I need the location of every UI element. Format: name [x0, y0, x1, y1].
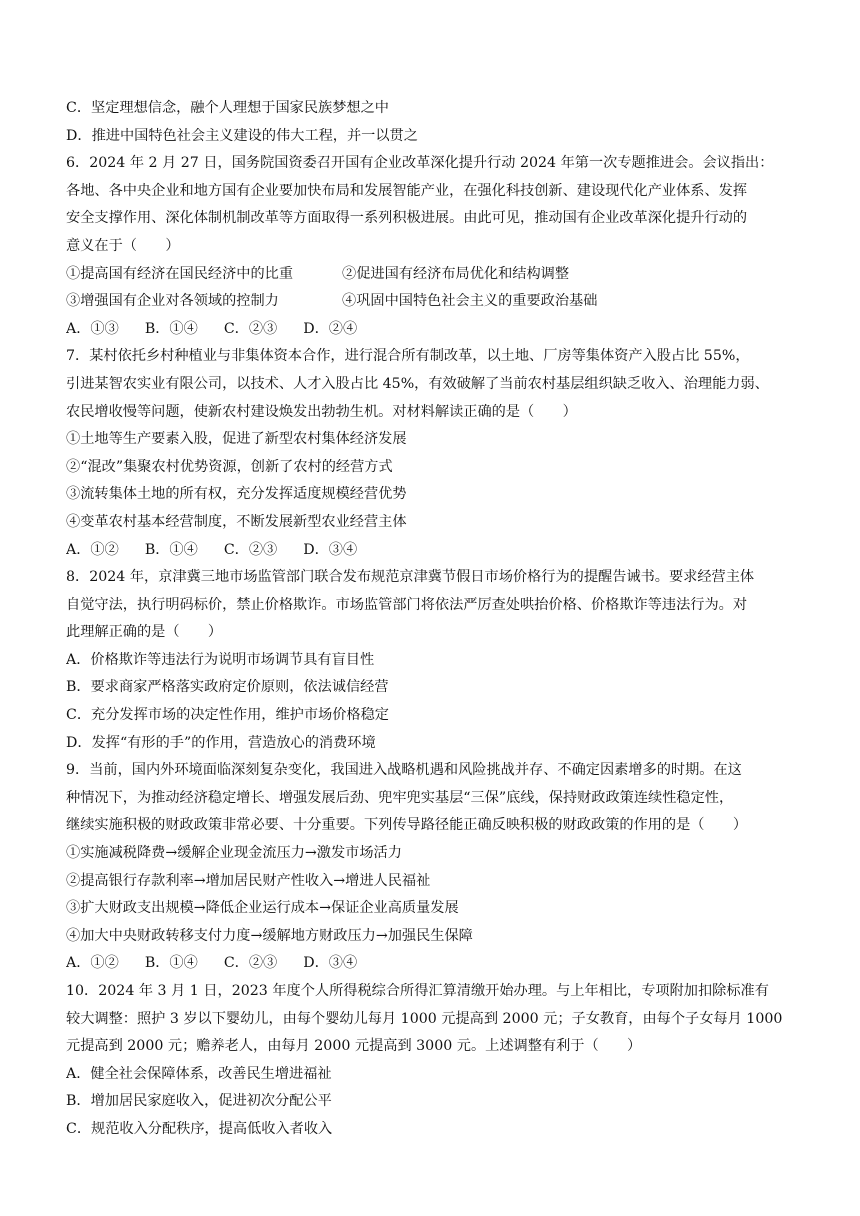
q9-statement-1: ①实施减税降费→缓解企业现金流压力→激发市场活力 — [66, 845, 402, 862]
q7-stem-line: 7．某村依托乡村种植业与非集体资本合作，进行混合所有制改革，以土地、厂房等集体资产入股占比 55%， — [66, 348, 750, 365]
q10-stem-line: 10．2024 年 3 月 1 日，2023 年度个人所得税综合所得汇算清缴开始办理。与上年相比，专项附加扣除标准有 — [66, 983, 769, 999]
q9-statement-2: ②提高银行存款利率→增加居民财产性收入→增进人民福祉 — [66, 872, 431, 889]
q7-statement-4: ④变革农村基本经营制度，不断发展新型农业经营主体 — [66, 513, 407, 530]
q9-statement-4: ④加大中央财政转移支付力度→缓解地方财政压力→加强民生保障 — [66, 927, 473, 944]
q7-statement-2: ②“混改”集聚农村优势资源，创新了农村的经营方式 — [66, 458, 393, 475]
q9-answer-b: B．①④ — [144, 955, 198, 972]
question-7 — [66, 343, 801, 564]
q6-stem-line: 6．2024 年 2 月 27 日，国务院国资委召开国有企业改革深化提升行动 2024 年第一次专题推进会。会议指出： — [66, 155, 774, 172]
q6-statements-row-1 — [66, 261, 801, 289]
q6-answer-b: B．①④ — [144, 320, 198, 337]
q6-stem-line: 各地、各中央企业和地方国有企业要加快布局和发展智能产业，在强化科技创新、建设现代化产业体系、发挥 — [66, 182, 748, 199]
q8-option-c: C．充分发挥市场的决定性作用，维护市场价格稳定 — [66, 707, 389, 724]
q9-stem-line: 9．当前，国内外环境面临深刻复杂变化，我国进入战略机遇和风险挑战并存、不确定因素增多的时期。在这 — [66, 762, 742, 779]
q6-statement-3: ③增强国有企业对各领域的控制力 — [66, 293, 279, 310]
q6-statement-4: ④巩固中国特色社会主义的重要政治基础 — [342, 293, 598, 310]
q8-option-a: A．价格欺诈等违法行为说明市场调节具有盲目性 — [66, 651, 375, 668]
question-6 — [66, 150, 801, 343]
q6-stem-line: 意义在于（ ） — [66, 237, 180, 254]
q6-statement-1: ①提高国有经济在国民经济中的比重 — [66, 265, 294, 282]
q10-option-c: C．规范收入分配秩序，提高低收入者收入 — [66, 1120, 333, 1137]
q6-statements-row-2 — [66, 288, 801, 316]
q5-option-c: C．坚定理想信念，融个人理想于国家民族梦想之中 — [66, 100, 389, 116]
q8-option-b: B．要求商家严格落实政府定价原则，依法诚信经营 — [66, 679, 389, 696]
q5-option-d: D．推进中国特色社会主义建设的伟大工程，并一以贯之 — [66, 127, 418, 144]
q7-stem-line: 引进某智农实业有限公司，以技术、人才入股占比 45%，有效破解了当前农村基层组织缺乏收入、治理能力弱、 — [66, 375, 769, 392]
exam-page — [66, 95, 801, 1144]
question-10 — [66, 978, 801, 1144]
q6-answer-row — [66, 316, 801, 344]
q10-option-a: A．健全社会保障体系，改善民生增进福祉 — [66, 1065, 332, 1082]
q8-stem-line: 此理解正确的是（ ） — [66, 624, 223, 641]
q9-answer-d: D．③④ — [303, 955, 358, 972]
q7-answer-row — [66, 537, 801, 565]
q9-stem-line: 种情况下，为推动经济稳定增长、增强发展后劲、兜牢兜实基层“三保”底线，保持财政政策连续性稳定性， — [66, 789, 734, 806]
q7-answer-d: D．③④ — [303, 541, 358, 558]
q8-stem-line: 8．2024 年，京津冀三地市场监管部门联合发布规范京津冀节假日市场价格行为的提醒告诫书。要求经营主体 — [66, 569, 755, 586]
q7-answer-a: A．①② — [66, 541, 119, 558]
q7-answer-b: B．①④ — [144, 541, 198, 558]
q10-stem-line: 元提高到 2000 元；赡养老人，由每月 2000 元提高到 3000 元。上述调整有利于（ ） — [66, 1038, 642, 1055]
q6-answer-d: D．②④ — [303, 320, 358, 337]
question-8 — [66, 564, 801, 757]
q7-statement-1: ①土地等生产要素入股，促进了新型农村集体经济发展 — [66, 431, 407, 448]
q9-stem-line: 继续实施积极的财政政策非常必要、十分重要。下列传导路径能正确反映积极的财政政策的作用的是（ ） — [66, 817, 748, 834]
q9-answer-a: A．①② — [66, 955, 119, 972]
q10-stem-line: 较大调整：照护 3 岁以下婴幼儿，由每个婴幼儿每月 1000 元提高到 2000 元；子女教育，由每个子女每月 1000 — [66, 1010, 783, 1027]
q6-answer-a: A．①③ — [66, 320, 119, 337]
question-9 — [66, 757, 801, 978]
q8-option-d: D．发挥“有形的手”的作用，营造放心的消费环境 — [66, 734, 376, 751]
q9-answer-c: C．②③ — [223, 955, 278, 972]
q7-stem-line: 农民增收慢等问题，使新农村建设焕发出勃勃生机。对材料解读正确的是（ ） — [66, 403, 577, 420]
q6-answer-c: C．②③ — [223, 320, 278, 337]
q7-statement-3: ③流转集体土地的所有权，充分发挥适度规模经营优势 — [66, 486, 407, 503]
q9-answer-row — [66, 950, 801, 978]
q7-answer-c: C．②③ — [223, 541, 278, 558]
q10-option-b: B．增加居民家庭收入，促进初次分配公平 — [66, 1093, 332, 1110]
q6-stem-line: 安全支撑作用、深化体制机制改革等方面取得一系列积极进展。由此可见，推动国有企业改革深化提升行动的 — [66, 210, 748, 227]
q6-statement-2: ②促进国有经济布局优化和结构调整 — [342, 265, 570, 282]
q8-stem-line: 自觉守法，执行明码标价，禁止价格欺诈。市场监管部门将依法严厉查处哄抬价格、价格欺诈等违法行为。对 — [66, 596, 748, 613]
q9-statement-3: ③扩大财政支出规模→降低企业运行成本→保证企业高质量发展 — [66, 900, 459, 917]
